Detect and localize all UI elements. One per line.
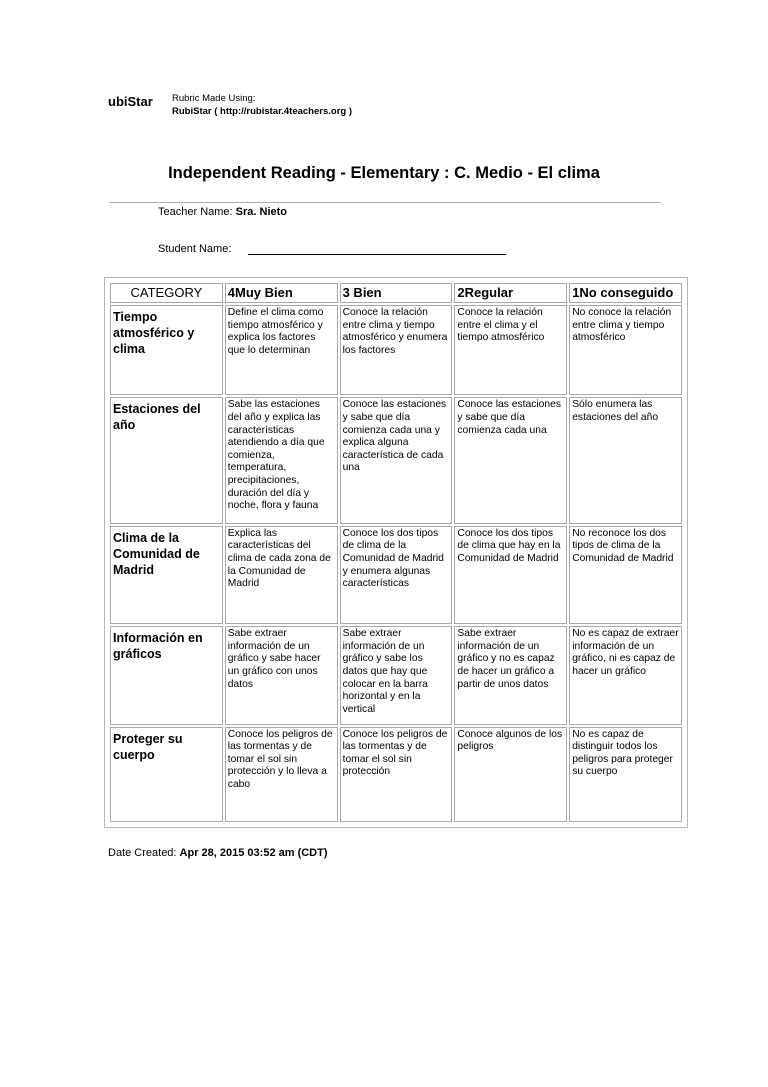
criteria-cell: Conoce la relación entre el clima y el tiempo atmosférico bbox=[454, 305, 567, 395]
page-title: Independent Reading - Elementary : C. Medio - El clima bbox=[168, 164, 600, 182]
criteria-cell: Conoce los dos tipos de clima de la Comunidad de Madrid y enumera algunas características bbox=[340, 526, 453, 624]
teacher-name bbox=[158, 206, 287, 218]
teacher-name-label: Teacher Name: bbox=[158, 206, 233, 218]
rubistar-logo: ubiStar bbox=[108, 94, 153, 109]
criteria-cell: No reconoce los dos tipos de clima de la Comunidad de Madrid bbox=[569, 526, 682, 624]
criteria-cell: Sólo enumera las estaciones del año bbox=[569, 397, 682, 523]
criteria-cell: No conoce la relación entre clima y tiempo atmosférico bbox=[569, 305, 682, 395]
teacher-name-value: Sra. Nieto bbox=[235, 206, 288, 218]
category-cell: Información en gráficos bbox=[110, 626, 223, 724]
criteria-cell: Sabe extraer información de un gráfico y sabe hacer un gráfico con unos datos bbox=[225, 626, 338, 724]
student-name bbox=[158, 243, 506, 255]
title-divider bbox=[109, 202, 660, 203]
header-cell-category: CATEGORY bbox=[110, 283, 223, 303]
criteria-cell: No es capaz de extraer información de un gráfico, ni es capaz de hacer un gráfico bbox=[569, 626, 682, 724]
table-row bbox=[110, 305, 682, 395]
header-cell-level-4: 4Muy Bien bbox=[225, 283, 338, 303]
date-created bbox=[108, 847, 328, 859]
criteria-cell: Conoce la relación entre clima y tiempo atmosférico y enumera los factores bbox=[340, 305, 453, 395]
criteria-cell: Conoce los peligros de las tormentas y de tomar el sol sin protección bbox=[340, 727, 453, 822]
table-row bbox=[110, 727, 682, 822]
criteria-cell: Conoce las estaciones y sabe que día comienza cada una y explica alguna característica de cada una bbox=[340, 397, 453, 523]
rubric-table-frame bbox=[104, 277, 688, 828]
rubric-table bbox=[108, 281, 684, 824]
category-cell: Estaciones del año bbox=[110, 397, 223, 523]
criteria-cell: Explica las características del clima de cada zona de la Comunidad de Madrid bbox=[225, 526, 338, 624]
criteria-cell: Define el clima como tiempo atmosférico y explica los factores que lo determinan bbox=[225, 305, 338, 395]
category-cell: Proteger su cuerpo bbox=[110, 727, 223, 822]
student-name-label: Student Name: bbox=[158, 243, 232, 255]
criteria-cell: Sabe extraer información de un gráfico y no es capaz de hacer un gráfico a partir de unos datos bbox=[454, 626, 567, 724]
student-name-blank bbox=[248, 243, 506, 255]
made-using-note bbox=[172, 92, 352, 118]
criteria-cell: Sabe las estaciones del año y explica las características atendiendo a día que comienza, temperatura, precipitaciones, duración del día y noche, flora y fauna bbox=[225, 397, 338, 523]
rubistar-site-link[interactable]: RubiStar ( http://rubistar.4teachers.org ) bbox=[172, 106, 352, 117]
made-using-label: Rubric Made Using: bbox=[172, 93, 256, 104]
criteria-cell: Conoce los peligros de las tormentas y de tomar el sol sin protección y lo lleva a cabo bbox=[225, 727, 338, 822]
criteria-cell: No es capaz de distinguir todos los peligros para proteger su cuerpo bbox=[569, 727, 682, 822]
date-created-label: Date Created: bbox=[108, 847, 177, 859]
header-cell-level-3: 3 Bien bbox=[340, 283, 453, 303]
category-cell: Clima de la Comunidad de Madrid bbox=[110, 526, 223, 624]
header-cell-level-2: 2Regular bbox=[454, 283, 567, 303]
criteria-cell: Conoce algunos de los peligros bbox=[454, 727, 567, 822]
table-row bbox=[110, 397, 682, 523]
criteria-cell: Sabe extraer información de un gráfico y sabe los datos que hay que colocar en la barra horizontal y en la vertical bbox=[340, 626, 453, 724]
criteria-cell: Conoce las estaciones y sabe que día comienza cada una bbox=[454, 397, 567, 523]
criteria-cell: Conoce los dos tipos de clima que hay en la Comunidad de Madrid bbox=[454, 526, 567, 624]
date-created-value: Apr 28, 2015 03:52 am (CDT) bbox=[179, 847, 328, 859]
header-cell-level-1: 1No conseguido bbox=[569, 283, 682, 303]
table-row bbox=[110, 526, 682, 624]
header-row bbox=[110, 283, 682, 303]
category-cell: Tiempo atmosférico y clima bbox=[110, 305, 223, 395]
table-row bbox=[110, 626, 682, 724]
